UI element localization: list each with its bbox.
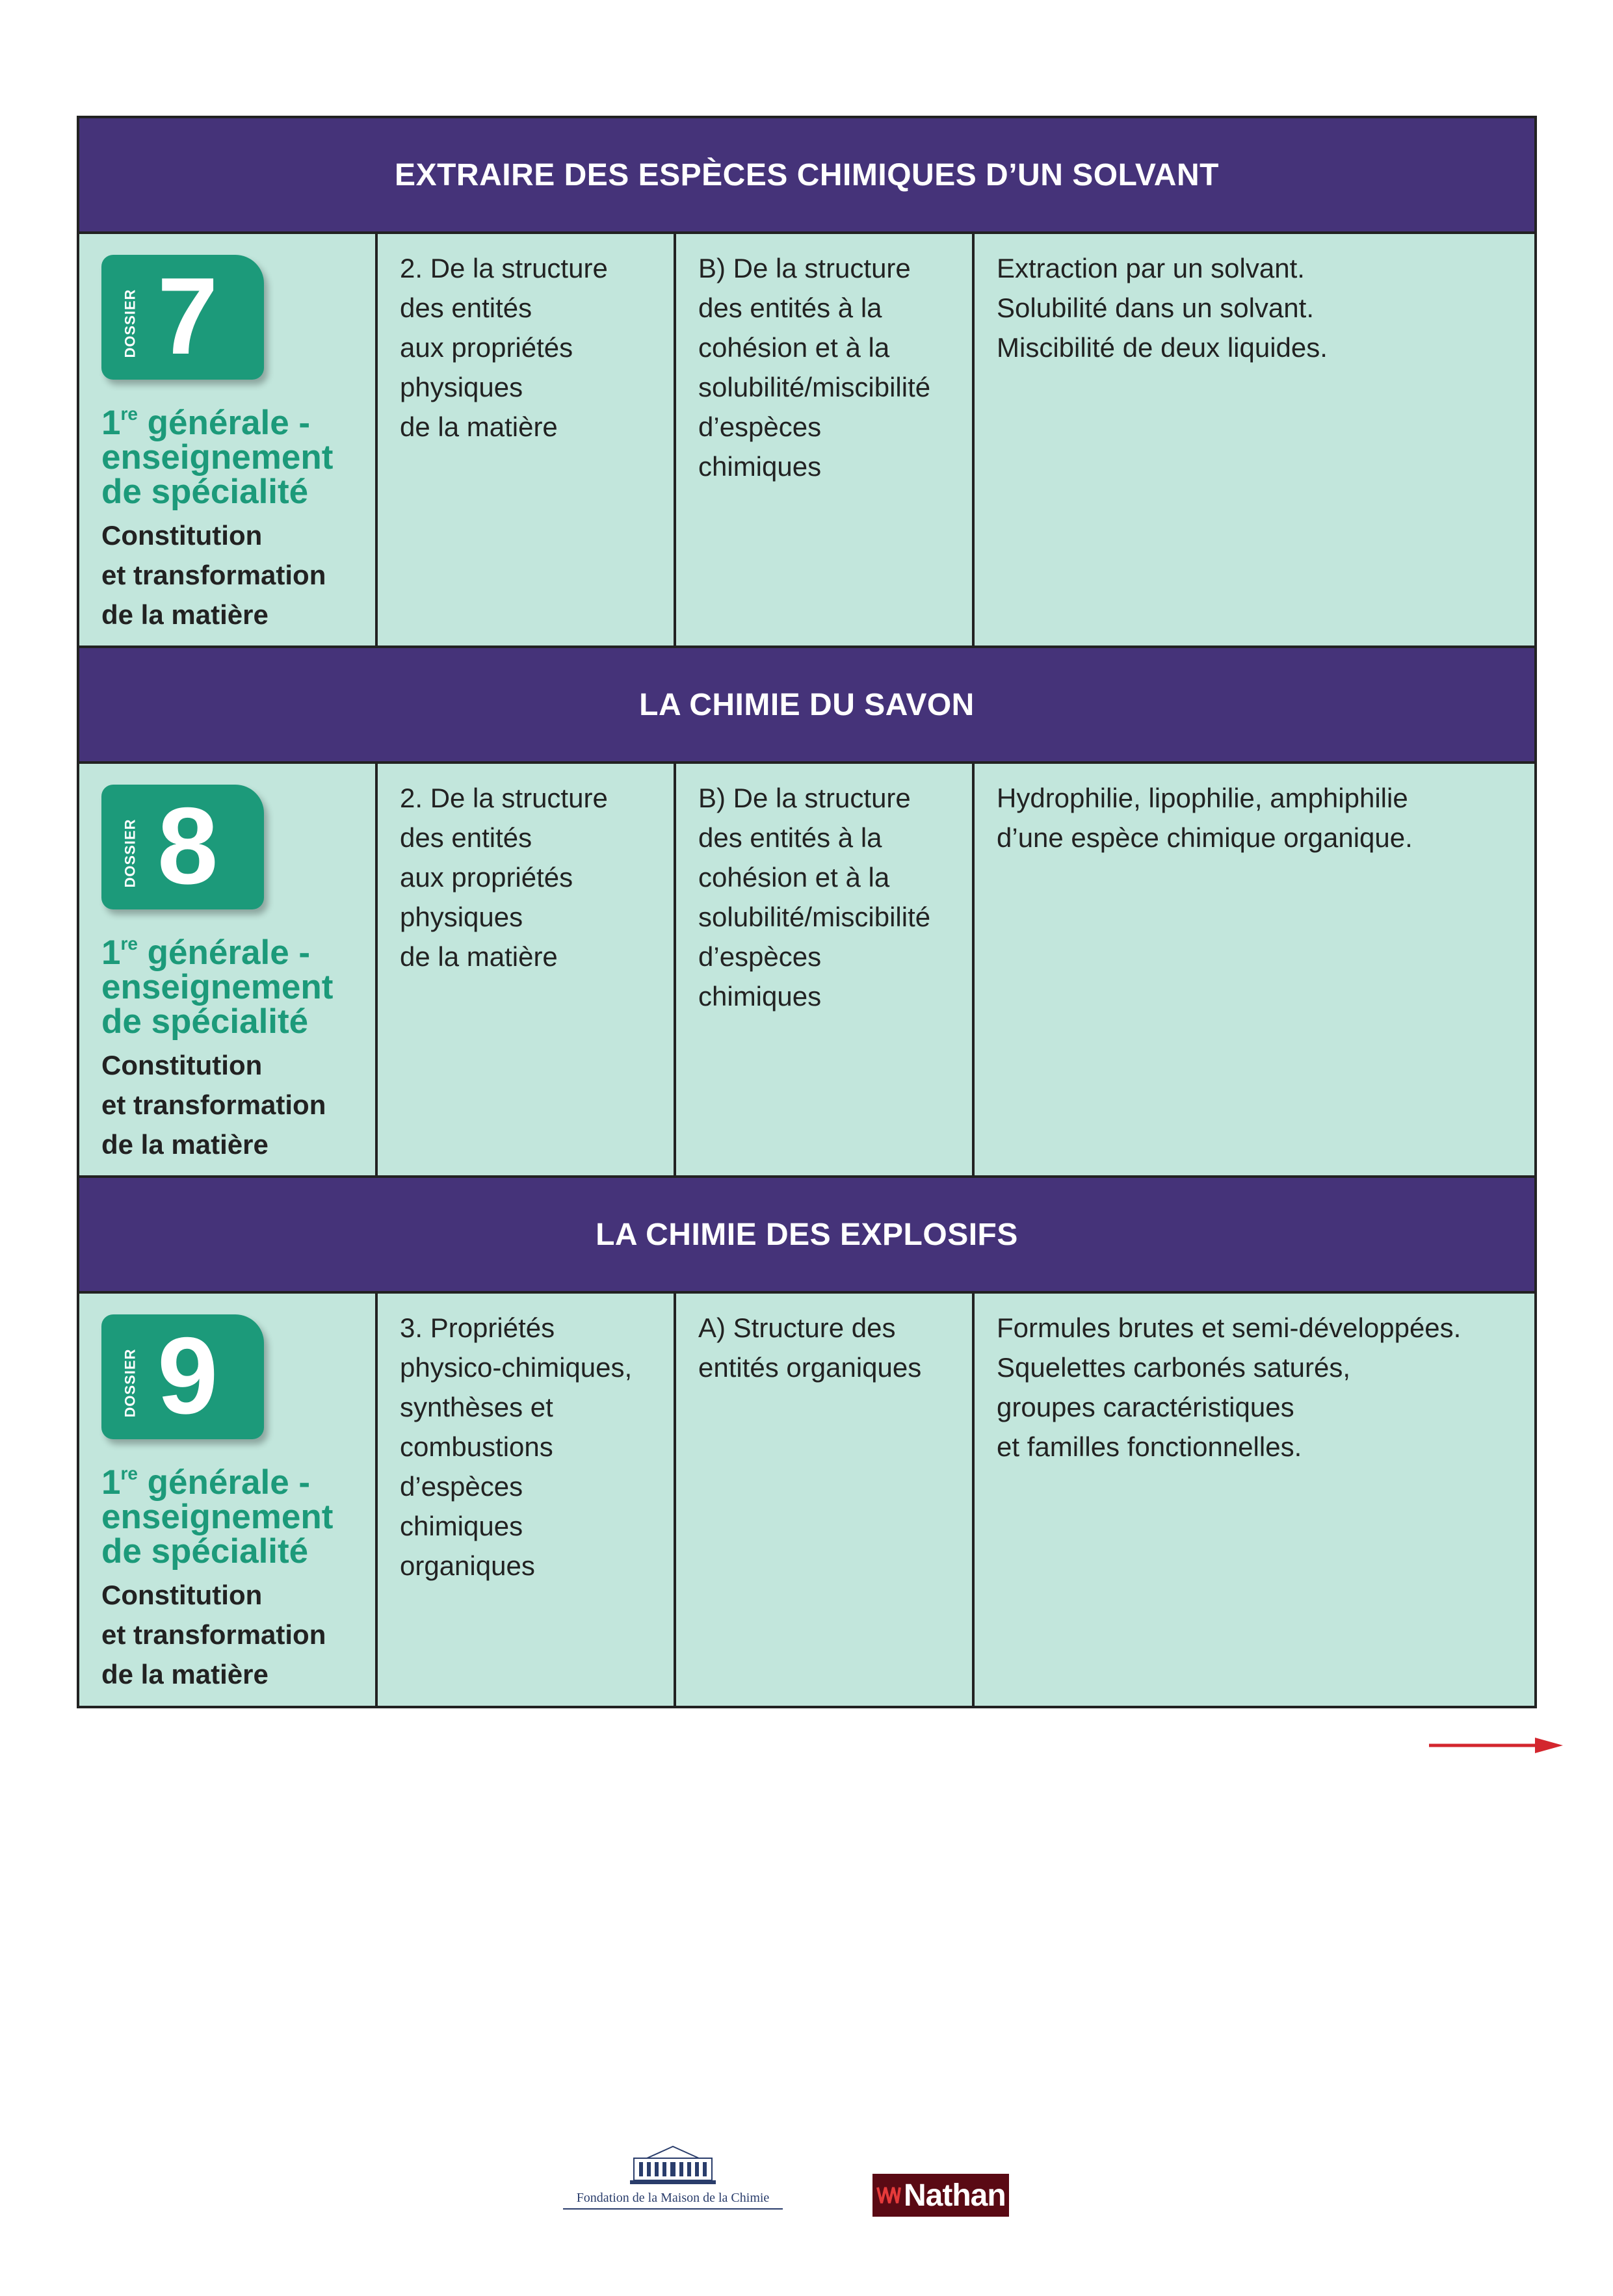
- cell-line: B) De la structure: [698, 253, 911, 283]
- cell-line: physico-chimiques,: [400, 1352, 633, 1383]
- dossier-cell: [79, 234, 378, 646]
- cell-line: 2. De la structure: [400, 783, 608, 813]
- section-title: LA CHIMIE DU SAVON: [639, 687, 975, 722]
- fondation-name: Fondation de la Maison de la Chimie: [576, 2191, 770, 2205]
- section-header: [79, 1178, 1534, 1294]
- program-subpart-cell: [676, 1294, 975, 1706]
- theme-text: [101, 1575, 356, 1694]
- badge-label: DOSSIER: [122, 1348, 138, 1418]
- fondation-logo: [563, 2144, 783, 2222]
- cell-line: 2. De la structure: [400, 253, 608, 283]
- cell-line: cohésion et à la: [698, 862, 890, 893]
- notions-cell: [975, 764, 1534, 1175]
- cell-line: organiques: [400, 1550, 535, 1581]
- level-rest: générale -: [137, 1463, 311, 1502]
- cell-line: aux propriétés: [400, 332, 573, 363]
- theme-line: de la matière: [101, 1659, 269, 1689]
- cell-line: entités organiques: [698, 1352, 922, 1383]
- cell-line: Extraction par un solvant.: [997, 253, 1305, 283]
- theme-line: Constitution: [101, 1580, 263, 1610]
- cell-line: physiques: [400, 902, 523, 932]
- theme-line: Constitution: [101, 1050, 263, 1080]
- level-prefix: 1: [101, 933, 121, 972]
- cell-line: des entités: [400, 293, 532, 323]
- level-rest: générale -: [137, 404, 311, 442]
- cell-line: des entités: [400, 822, 532, 853]
- theme-line: et transformation: [101, 560, 326, 590]
- level-line: enseignement: [101, 968, 334, 1006]
- level-title: [101, 406, 356, 509]
- section-row: [79, 234, 1534, 648]
- cell-line: solubilité/miscibilité: [698, 372, 931, 402]
- notions-cell: [975, 1294, 1534, 1706]
- program-part-cell: [378, 234, 676, 646]
- dossier-badge: [101, 785, 264, 909]
- level-line: de spécialité: [101, 1532, 309, 1571]
- level-line: enseignement: [101, 1498, 334, 1536]
- theme-line: Constitution: [101, 520, 263, 551]
- section-title: EXTRAIRE DES ESPÈCES CHIMIQUES D’UN SOLVANT: [395, 157, 1219, 192]
- level-rest: générale -: [137, 933, 311, 972]
- dossier-cell: [79, 764, 378, 1175]
- dossier-badge: [101, 1314, 264, 1439]
- level-prefix: 1: [101, 404, 121, 442]
- cell-line: synthèses et: [400, 1392, 553, 1422]
- cell-line: de la matière: [400, 941, 558, 972]
- theme-text: [101, 1045, 356, 1164]
- section-row: [79, 764, 1534, 1178]
- cell-line: cohésion et à la: [698, 332, 890, 363]
- theme-line: de la matière: [101, 599, 269, 630]
- cell-line: Hydrophilie, lipophilie, amphiphilie: [997, 783, 1408, 813]
- section-row: [79, 1294, 1534, 1706]
- cell-line: Formules brutes et semi-développées.: [997, 1312, 1462, 1343]
- level-line: enseignement: [101, 438, 334, 476]
- building-icon: [627, 2144, 718, 2187]
- cell-line: d’espèces: [698, 411, 822, 442]
- cell-line: physiques: [400, 372, 523, 402]
- cell-line: de la matière: [400, 411, 558, 442]
- nathan-name: Nathan: [904, 2178, 1006, 2213]
- right-arrow-icon[interactable]: [1428, 1736, 1564, 1755]
- program-part-cell: [378, 764, 676, 1175]
- cell-line: Miscibilité de deux liquides.: [997, 332, 1328, 363]
- cell-line: groupes caractéristiques: [997, 1392, 1294, 1422]
- section-header: [79, 648, 1534, 764]
- cell-line: des entités à la: [698, 822, 882, 853]
- fondation-underline: [563, 2208, 783, 2210]
- cell-line: B) De la structure: [698, 783, 911, 813]
- cell-line: des entités à la: [698, 293, 882, 323]
- badge-label: DOSSIER: [122, 289, 138, 358]
- program-subpart-cell: [676, 234, 975, 646]
- theme-line: de la matière: [101, 1129, 269, 1160]
- theme-line: et transformation: [101, 1619, 326, 1650]
- cell-line: et familles fonctionnelles.: [997, 1431, 1302, 1462]
- dossier-badge: [101, 255, 264, 380]
- nathan-logo-icon: [876, 2182, 901, 2208]
- notions-cell: [975, 234, 1534, 646]
- cell-line: A) Structure des: [698, 1312, 896, 1343]
- dossier-number: 9: [157, 1314, 218, 1437]
- level-sup: re: [120, 404, 138, 424]
- theme-line: et transformation: [101, 1089, 326, 1120]
- cell-line: chimiques: [698, 981, 822, 1011]
- cell-line: 3. Propriétés: [400, 1312, 555, 1343]
- program-part-cell: [378, 1294, 676, 1706]
- nathan-logo: [872, 2174, 1009, 2217]
- level-title: [101, 935, 356, 1039]
- cell-line: d’une espèce chimique organique.: [997, 822, 1413, 853]
- level-line: de spécialité: [101, 473, 309, 511]
- level-prefix: 1: [101, 1463, 121, 1502]
- cell-line: chimiques: [400, 1511, 523, 1541]
- cell-line: solubilité/miscibilité: [698, 902, 931, 932]
- program-subpart-cell: [676, 764, 975, 1175]
- section-title: LA CHIMIE DES EXPLOSIFS: [596, 1217, 1018, 1252]
- cell-line: combustions: [400, 1431, 553, 1462]
- cell-line: d’espèces: [698, 941, 822, 972]
- level-line: de spécialité: [101, 1002, 309, 1041]
- level-sup: re: [120, 933, 138, 954]
- cell-line: d’espèces: [400, 1471, 523, 1502]
- dossier-cell: [79, 1294, 378, 1706]
- curriculum-table: [77, 116, 1537, 1708]
- section-header: [79, 118, 1534, 234]
- cell-line: aux propriétés: [400, 862, 573, 893]
- level-title: [101, 1465, 356, 1569]
- cell-line: Squelettes carbonés saturés,: [997, 1352, 1350, 1383]
- level-sup: re: [120, 1463, 138, 1483]
- cell-line: chimiques: [698, 451, 822, 482]
- dossier-number: 8: [157, 785, 218, 907]
- badge-label: DOSSIER: [122, 818, 138, 888]
- dossier-number: 7: [157, 255, 218, 377]
- cell-line: Solubilité dans un solvant.: [997, 293, 1314, 323]
- theme-text: [101, 515, 356, 634]
